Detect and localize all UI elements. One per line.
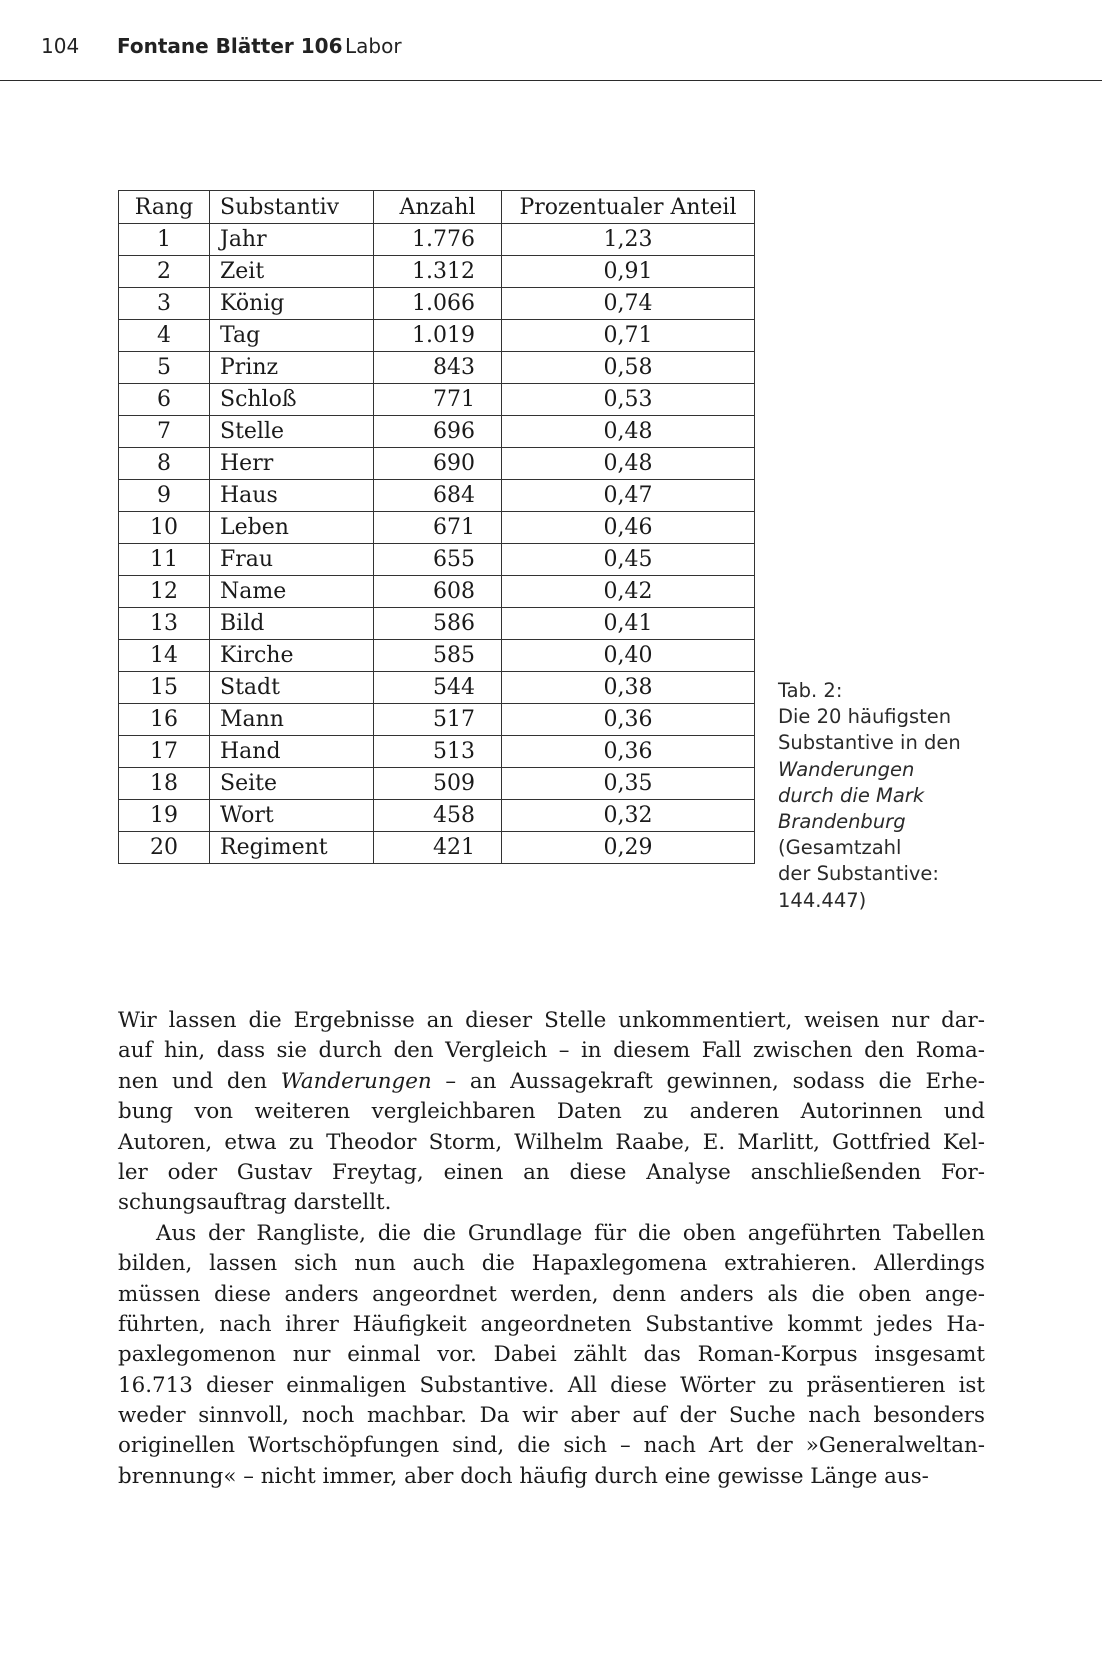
section-name: Labor bbox=[345, 34, 402, 58]
text-line: auf hin, dass sie durch den Vergleich – in diesem Fall zwischen den Roma- bbox=[118, 1038, 985, 1064]
table-row bbox=[119, 832, 755, 864]
cell-prozent: 0,48 bbox=[502, 416, 755, 448]
table-row bbox=[119, 544, 755, 576]
cell-anzahl: 1.312 bbox=[374, 256, 502, 288]
cell-anzahl: 458 bbox=[374, 800, 502, 832]
cell-anzahl: 684 bbox=[374, 480, 502, 512]
column-header-anzahl: Anzahl bbox=[374, 191, 502, 224]
cell-substantiv: Haus bbox=[210, 480, 374, 512]
cell-substantiv: Schloß bbox=[210, 384, 374, 416]
cell-rang: 12 bbox=[119, 576, 210, 608]
page-number: 104 bbox=[41, 34, 80, 58]
text-line: paxlegomenon nur einmal vor. Dabei zählt das Roman-Korpus insgesamt bbox=[118, 1342, 985, 1368]
column-header-prozent: Prozentualer Anteil bbox=[502, 191, 755, 224]
table-row bbox=[119, 800, 755, 832]
cell-rang: 15 bbox=[119, 672, 210, 704]
text-line: Autoren, etwa zu Theodor Storm, Wilhelm Raabe, E. Marlitt, Gottfried Kel- bbox=[118, 1129, 985, 1155]
caption-line: der Substantive: bbox=[778, 862, 939, 886]
cell-rang: 7 bbox=[119, 416, 210, 448]
cell-prozent: 0,58 bbox=[502, 352, 755, 384]
cell-rang: 9 bbox=[119, 480, 210, 512]
cell-substantiv: König bbox=[210, 288, 374, 320]
table-row bbox=[119, 608, 755, 640]
text-line: weder sinnvoll, noch machbar. Da wir aber auf der Suche nach besonders bbox=[118, 1403, 985, 1429]
cell-substantiv: Regiment bbox=[210, 832, 374, 864]
cell-substantiv: Leben bbox=[210, 512, 374, 544]
cell-rang: 20 bbox=[119, 832, 210, 864]
cell-anzahl: 771 bbox=[374, 384, 502, 416]
table-row bbox=[119, 704, 755, 736]
cell-rang: 16 bbox=[119, 704, 210, 736]
table-row bbox=[119, 736, 755, 768]
cell-prozent: 0,47 bbox=[502, 480, 755, 512]
cell-prozent: 0,36 bbox=[502, 736, 755, 768]
table-row bbox=[119, 448, 755, 480]
cell-anzahl: 421 bbox=[374, 832, 502, 864]
column-header-rang: Rang bbox=[119, 191, 210, 224]
text-line: brennung« – nicht immer, aber doch häufig durch eine gewisse Länge aus- bbox=[118, 1463, 929, 1489]
cell-rang: 13 bbox=[119, 608, 210, 640]
cell-anzahl: 513 bbox=[374, 736, 502, 768]
table-caption bbox=[778, 678, 998, 914]
text-line: schungsauftrag darstellt. bbox=[118, 1190, 392, 1216]
cell-prozent: 0,36 bbox=[502, 704, 755, 736]
cell-substantiv: Seite bbox=[210, 768, 374, 800]
cell-rang: 8 bbox=[119, 448, 210, 480]
cell-anzahl: 585 bbox=[374, 640, 502, 672]
caption-line: Tab. 2: bbox=[778, 679, 843, 702]
journal-title: Fontane Blätter 106 bbox=[117, 34, 343, 58]
caption-line: (Gesamtzahl bbox=[778, 836, 902, 860]
text-line: bilden, lassen sich nun auch die Hapaxlegomena extrahieren. Allerdings bbox=[118, 1251, 985, 1277]
text-line: originellen Wortschöpfungen sind, die sich – nach Art der »Generalweltan- bbox=[118, 1433, 985, 1459]
cell-prozent: 0,91 bbox=[502, 256, 755, 288]
cell-substantiv: Prinz bbox=[210, 352, 374, 384]
cell-anzahl: 671 bbox=[374, 512, 502, 544]
table-row bbox=[119, 512, 755, 544]
cell-substantiv: Kirche bbox=[210, 640, 374, 672]
cell-anzahl: 509 bbox=[374, 768, 502, 800]
table-row bbox=[119, 224, 755, 256]
cell-anzahl: 655 bbox=[374, 544, 502, 576]
cell-substantiv: Stelle bbox=[210, 416, 374, 448]
cell-rang: 14 bbox=[119, 640, 210, 672]
paragraph-1 bbox=[118, 1006, 985, 1219]
table-row bbox=[119, 768, 755, 800]
cell-anzahl: 1.776 bbox=[374, 224, 502, 256]
table-row bbox=[119, 256, 755, 288]
table-row bbox=[119, 384, 755, 416]
text-line: ler oder Gustav Freytag, einen an diese Analyse anschließenden For- bbox=[118, 1159, 985, 1185]
table-header-row bbox=[119, 191, 755, 224]
caption-line: Substantive in den bbox=[778, 731, 961, 755]
cell-substantiv: Mann bbox=[210, 704, 374, 736]
cell-substantiv: Herr bbox=[210, 448, 374, 480]
cell-substantiv: Stadt bbox=[210, 672, 374, 704]
caption-line: Die 20 häufigsten bbox=[778, 705, 952, 729]
table-row bbox=[119, 288, 755, 320]
cell-rang: 5 bbox=[119, 352, 210, 384]
cell-anzahl: 843 bbox=[374, 352, 502, 384]
text-line: Aus der Rangliste, die die Grundlage für die oben angeführten Tabellen bbox=[156, 1220, 985, 1246]
cell-prozent: 0,41 bbox=[502, 608, 755, 640]
cell-rang: 4 bbox=[119, 320, 210, 352]
caption-line: 144.447) bbox=[778, 888, 867, 912]
cell-substantiv: Frau bbox=[210, 544, 374, 576]
cell-prozent: 0,45 bbox=[502, 544, 755, 576]
cell-anzahl: 586 bbox=[374, 608, 502, 640]
frequency-table bbox=[118, 190, 755, 864]
cell-anzahl: 544 bbox=[374, 672, 502, 704]
caption-line: durch die Mark bbox=[778, 783, 925, 807]
table-row bbox=[119, 672, 755, 704]
cell-prozent: 0,71 bbox=[502, 320, 755, 352]
cell-substantiv: Wort bbox=[210, 800, 374, 832]
cell-rang: 2 bbox=[119, 256, 210, 288]
cell-prozent: 0,48 bbox=[502, 448, 755, 480]
text-line: müssen diese anders angeordnet werden, denn anders als die oben ange- bbox=[118, 1281, 985, 1307]
cell-anzahl: 690 bbox=[374, 448, 502, 480]
table-row bbox=[119, 576, 755, 608]
cell-prozent: 0,46 bbox=[502, 512, 755, 544]
cell-prozent: 1,23 bbox=[502, 224, 755, 256]
running-head bbox=[0, 0, 1102, 81]
cell-substantiv: Hand bbox=[210, 736, 374, 768]
cell-prozent: 0,42 bbox=[502, 576, 755, 608]
cell-anzahl: 517 bbox=[374, 704, 502, 736]
table-row bbox=[119, 640, 755, 672]
cell-anzahl: 1.066 bbox=[374, 288, 502, 320]
cell-substantiv: Name bbox=[210, 576, 374, 608]
cell-prozent: 0,35 bbox=[502, 768, 755, 800]
text-line: bung von weiteren vergleichbaren Daten zu anderen Autorinnen und bbox=[118, 1099, 985, 1125]
cell-rang: 17 bbox=[119, 736, 210, 768]
cell-substantiv: Zeit bbox=[210, 256, 374, 288]
cell-rang: 10 bbox=[119, 512, 210, 544]
table-row bbox=[119, 480, 755, 512]
column-header-substantiv: Substantiv bbox=[210, 191, 374, 224]
body-text bbox=[118, 1006, 985, 1492]
table-row bbox=[119, 352, 755, 384]
text-line: führten, nach ihrer Häufigkeit angeordneten Substantive kommt jedes Ha- bbox=[118, 1311, 985, 1337]
text-line: nen und den Wanderungen – an Aussagekraft gewinnen, sodass die Erhe- bbox=[118, 1068, 985, 1094]
cell-rang: 6 bbox=[119, 384, 210, 416]
table-row bbox=[119, 416, 755, 448]
caption-line: Brandenburg bbox=[778, 810, 906, 834]
cell-prozent: 0,40 bbox=[502, 640, 755, 672]
cell-rang: 11 bbox=[119, 544, 210, 576]
cell-prozent: 0,74 bbox=[502, 288, 755, 320]
cell-rang: 3 bbox=[119, 288, 210, 320]
cell-substantiv: Tag bbox=[210, 320, 374, 352]
text-line: 16.713 dieser einmaligen Substantive. All diese Wörter zu präsentieren ist bbox=[118, 1372, 985, 1398]
cell-rang: 19 bbox=[119, 800, 210, 832]
cell-prozent: 0,32 bbox=[502, 800, 755, 832]
cell-rang: 1 bbox=[119, 224, 210, 256]
cell-anzahl: 1.019 bbox=[374, 320, 502, 352]
cell-anzahl: 696 bbox=[374, 416, 502, 448]
table-body bbox=[119, 224, 755, 864]
cell-prozent: 0,38 bbox=[502, 672, 755, 704]
text-line: Wir lassen die Ergebnisse an dieser Stelle unkommentiert, weisen nur dar- bbox=[118, 1008, 985, 1033]
cell-substantiv: Bild bbox=[210, 608, 374, 640]
cell-prozent: 0,53 bbox=[502, 384, 755, 416]
caption-line: Wanderungen bbox=[778, 757, 915, 781]
paragraph-2 bbox=[118, 1219, 985, 1493]
table-row bbox=[119, 320, 755, 352]
cell-rang: 18 bbox=[119, 768, 210, 800]
cell-substantiv: Jahr bbox=[210, 224, 374, 256]
cell-anzahl: 608 bbox=[374, 576, 502, 608]
cell-prozent: 0,29 bbox=[502, 832, 755, 864]
